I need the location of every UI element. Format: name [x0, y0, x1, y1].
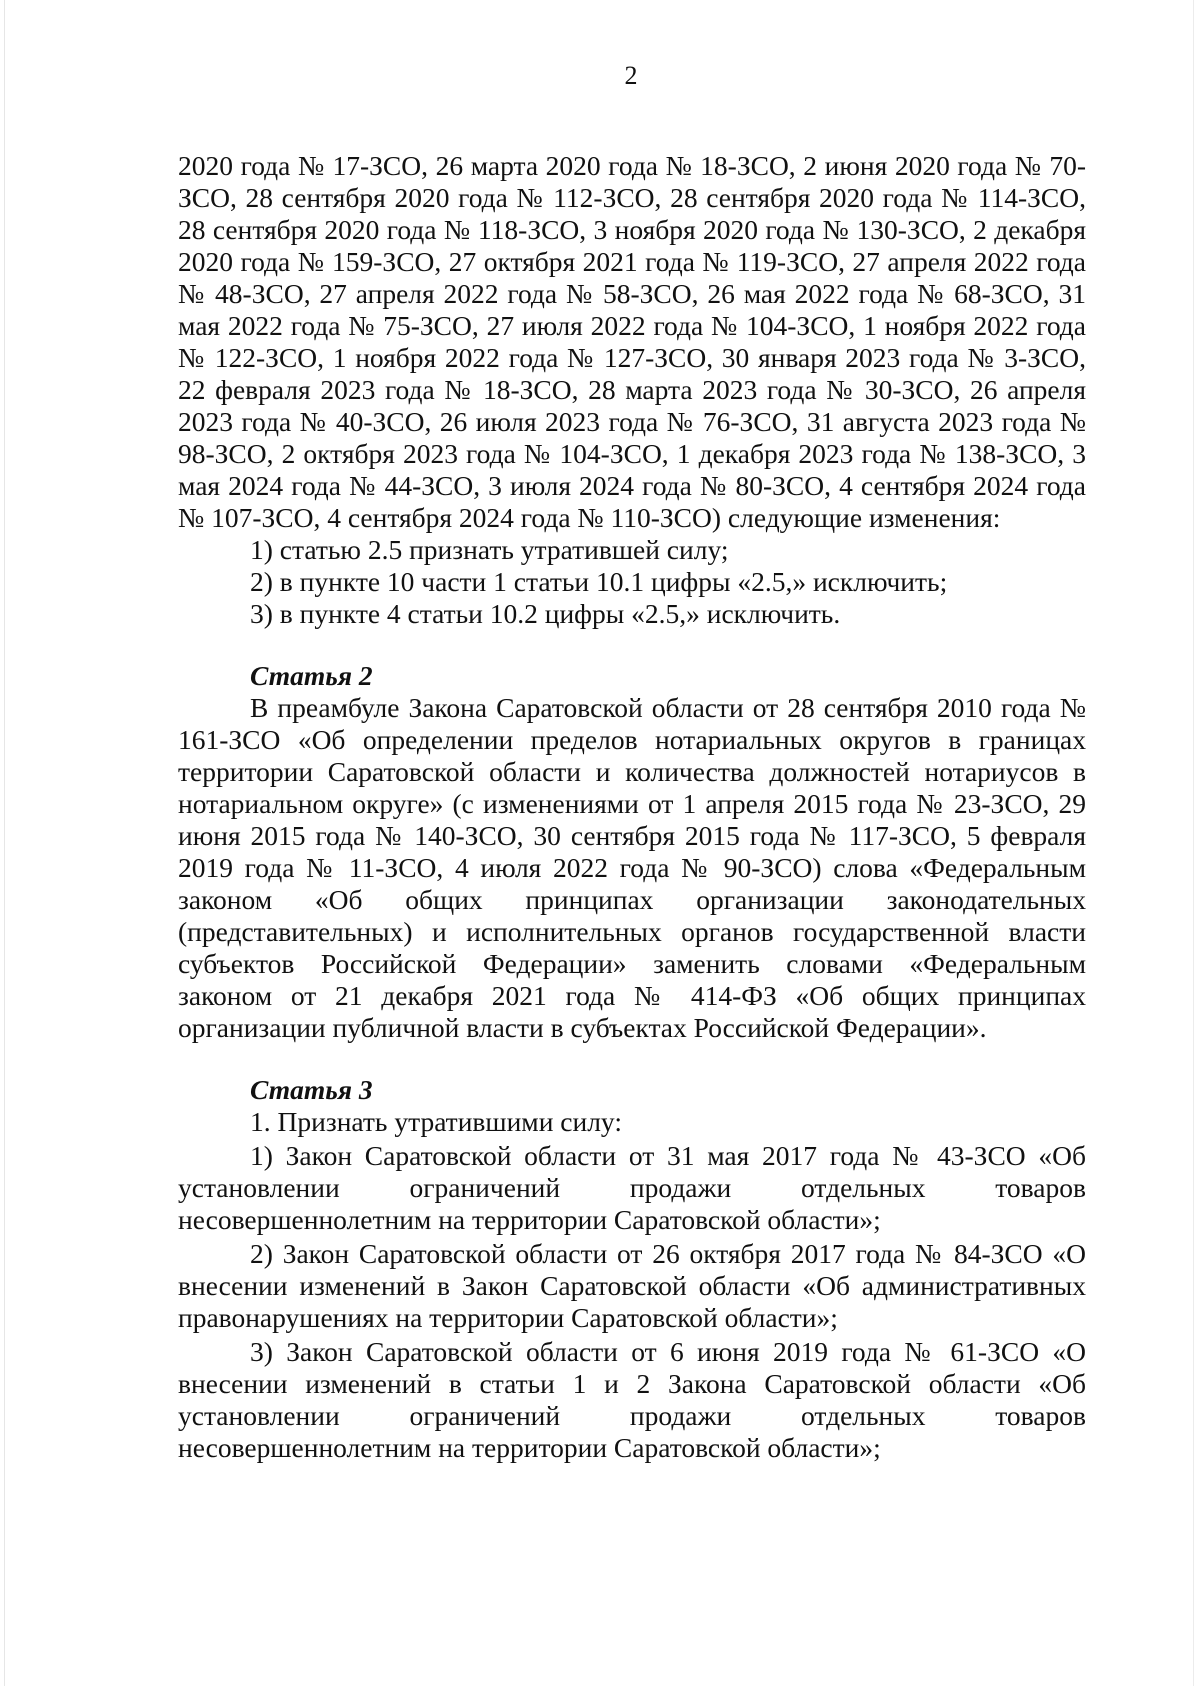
- repealed-law-item-2: 2) Закон Саратовской области от 26 октября 2017 года № 84-ЗСО «О внесении изменений в Закон Саратовской области «Об административных правонарушениях на территории Саратовской области»;: [178, 1238, 1086, 1333]
- article-2-heading: Статья 2: [250, 660, 373, 691]
- article-3-heading: Статья 3: [250, 1074, 373, 1105]
- repealed-law-item-1: 1) Закон Саратовской области от 31 мая 2017 года № 43-ЗСО «Об установлении ограничений продажи отдельных товаров несовершеннолетним на территории Саратовской области»;: [178, 1140, 1086, 1235]
- scan-edge-left: [4, 0, 5, 1686]
- document-body: [178, 150, 1086, 1464]
- amendment-item-3: 3) в пункте 4 статьи 10.2 цифры «2.5,» исключить.: [250, 598, 841, 629]
- scan-edge-right: [1193, 0, 1194, 1686]
- amendment-item-2: 2) в пункте 10 части 1 статьи 10.1 цифры «2.5,» исключить;: [250, 566, 948, 597]
- intro-paragraph: 2020 года № 17-ЗСО, 26 марта 2020 года № 18-ЗСО, 2 июня 2020 года № 70-ЗСО, 28 сентября 2020 года № 112-ЗСО, 28 сентября 2020 года № 114-ЗСО, 28 сентября 2020 года № 118-ЗСО, 3 ноября 2020 года № 130-ЗСО, 2 декабря 2020 года № 159-ЗСО, 27 октября 2021 года № 119-ЗСО, 27 апреля 2022 года № 48-ЗСО, 27 апреля 2022 года № 58-ЗСО, 26 мая 2022 года № 68-ЗСО, 31 мая 2022 года № 75-ЗСО, 27 июля 2022 года № 104-ЗСО, 1 ноября 2022 года № 122-ЗСО, 1 ноября 2022 года № 127-ЗСО, 30 января 2023 года № 3-ЗСО, 22 февраля 2023 года № 18-ЗСО, 28 марта 2023 года № 30-ЗСО, 26 апреля 2023 года № 40-ЗСО, 26 июля 2023 года № 76-ЗСО, 31 августа 2023 года № 98-ЗСО, 2 октября 2023 года № 104-ЗСО, 1 декабря 2023 года № 138-ЗСО, 3 мая 2024 года № 44-ЗСО, 3 июля 2024 года № 80-ЗСО, 4 сентября 2024 года № 107-ЗСО, 4 сентября 2024 года № 110-ЗСО) следующие изменения:: [178, 150, 1086, 533]
- repealed-law-item-3: 3) Закон Саратовской области от 6 июня 2019 года № 61-ЗСО «О внесении изменений в статьи 1 и 2 Закона Саратовской области «Об установлении ограничений продажи отдельных товаров несовершеннолетним на территории Саратовской области»;: [178, 1336, 1086, 1463]
- article-2-text: В преамбуле Закона Саратовской области от 28 сентября 2010 года № 161-ЗСО «Об определении пределов нотариальных округов в границах территории Саратовской области и количества должностей нотариусов в нотариальном округе» (с изменениями от 1 апреля 2015 года № 23-ЗСО, 29 июня 2015 года № 140-ЗСО, 30 сентября 2015 года № 117-ЗСО, 5 февраля 2019 года № 11-ЗСО, 4 июля 2022 года № 90-ЗСО) слова «Федеральным законом «Об общих принципах организации законодательных (представительных) и исполнительных органов государственной власти субъектов Российской Федерации» заменить словами «Федеральным законом от 21 декабря 2021 года № 414-ФЗ «Об общих принципах организации публичной власти в субъектах Российской Федерации».: [178, 692, 1086, 1043]
- amendment-item-1: 1) статью 2.5 признать утратившей силу;: [250, 534, 729, 565]
- page-number: 2: [624, 61, 638, 90]
- article-3-intro: 1. Признать утратившими силу:: [250, 1106, 622, 1137]
